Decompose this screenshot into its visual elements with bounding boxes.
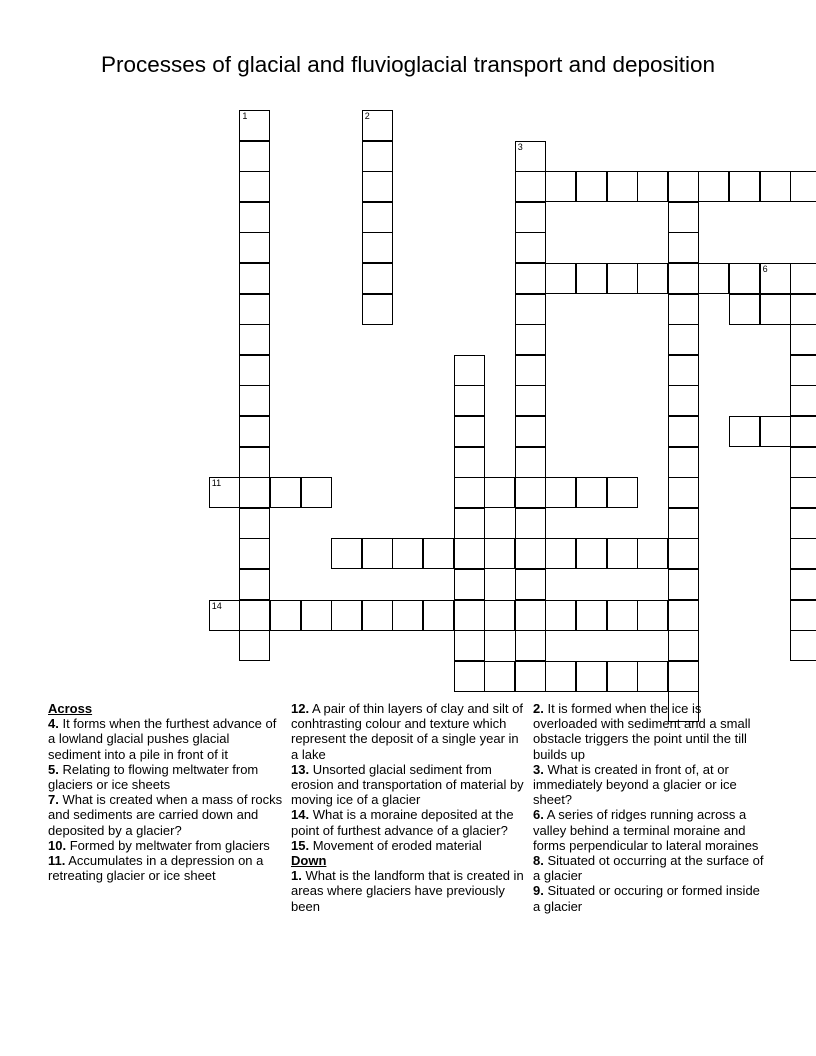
crossword-cell[interactable] — [362, 171, 393, 202]
clue-item — [533, 701, 768, 762]
crossword-cell[interactable] — [668, 630, 699, 661]
crossword-cell[interactable] — [668, 538, 699, 569]
crossword-cell[interactable] — [484, 600, 515, 631]
crossword-cell[interactable] — [668, 324, 699, 355]
crossword-cell[interactable] — [423, 538, 454, 569]
clue-item — [48, 838, 283, 853]
crossword-cell[interactable] — [668, 355, 699, 386]
clue-item-text: Unsorted glacial sediment from erosion and transportation of material by moving ice of a glacier — [291, 761, 524, 808]
clues-column-3 — [533, 701, 768, 914]
crossword-cell[interactable] — [668, 447, 699, 478]
crossword-cell[interactable] — [454, 385, 485, 416]
clue-item — [533, 807, 768, 853]
crossword-cell[interactable] — [668, 569, 699, 600]
crossword-cell[interactable] — [790, 324, 816, 355]
crossword-cell[interactable] — [515, 538, 546, 569]
crossword-cell[interactable] — [515, 232, 546, 263]
clue-number-2: 2 — [364, 111, 370, 121]
crossword-cell[interactable] — [790, 630, 816, 661]
crossword-cell[interactable] — [729, 416, 760, 447]
crossword-cell[interactable] — [729, 294, 760, 325]
crossword-cell[interactable] — [545, 538, 576, 569]
clue-item-text: It forms when the furthest advance of a lowland glacial pushes glacial sediment into a pile in front of it — [48, 716, 277, 762]
clue-item — [533, 883, 768, 913]
clue-number-14: 14 — [211, 600, 222, 611]
crossword-cell[interactable] — [576, 263, 607, 294]
crossword-cell[interactable] — [515, 263, 546, 294]
crossword-cell[interactable] — [239, 416, 270, 447]
crossword-cell[interactable] — [668, 202, 699, 233]
crossword-cell[interactable] — [209, 477, 240, 508]
clue-item-text: Movement of eroded material — [309, 837, 482, 853]
crossword-cell[interactable] — [239, 232, 270, 263]
clue-item — [533, 762, 768, 808]
crossword-cell[interactable] — [454, 355, 485, 386]
crossword-cell[interactable] — [362, 232, 393, 263]
crossword-cell[interactable] — [607, 600, 638, 631]
clue-item-number: 12. — [291, 701, 310, 716]
page-title: Processes of glacial and fluvioglacial transport and deposition — [100, 52, 716, 77]
crossword-cell[interactable] — [239, 171, 270, 202]
crossword-cell[interactable] — [239, 538, 270, 569]
clue-item-number: 14. — [291, 807, 310, 823]
crossword-cell[interactable] — [545, 171, 576, 202]
clue-item-number: 4. — [48, 716, 59, 732]
crossword-cell[interactable] — [760, 294, 791, 325]
crossword-cell[interactable] — [576, 661, 607, 692]
crossword-cell[interactable] — [790, 569, 816, 600]
across-clue-list — [48, 716, 283, 883]
crossword-cell[interactable] — [515, 141, 546, 172]
clues-column-1 — [48, 701, 283, 883]
clue-item-number: 9. — [533, 883, 544, 899]
clues-column-2 — [291, 701, 526, 914]
clue-item-number: 7. — [48, 792, 59, 808]
clue-item — [291, 807, 526, 837]
clue-item-text: What is the landform that is created in areas where glaciers have previously been — [291, 868, 524, 914]
across-heading: Across — [48, 701, 93, 716]
crossword-cell[interactable] — [301, 477, 332, 508]
crossword-cell[interactable] — [790, 447, 816, 478]
clue-item-text: Formed by meltwater from glaciers — [66, 837, 270, 853]
crossword-cell[interactable] — [362, 600, 393, 631]
crossword-cell[interactable] — [515, 324, 546, 355]
crossword-cell[interactable] — [607, 263, 638, 294]
crossword-cell[interactable] — [362, 110, 393, 141]
crossword-cell[interactable] — [668, 385, 699, 416]
across-clue-list-continued — [291, 701, 526, 853]
clue-item-number: 13. — [291, 761, 310, 777]
crossword-cell[interactable] — [270, 600, 301, 631]
crossword-cell[interactable] — [484, 477, 515, 508]
crossword-cell[interactable] — [454, 477, 485, 508]
crossword-cell[interactable] — [239, 477, 270, 508]
crossword-cell[interactable] — [515, 355, 546, 386]
crossword-cell[interactable] — [668, 477, 699, 508]
crossword-cell[interactable] — [239, 508, 270, 539]
clue-item-text: A pair of thin layers of clay and silt of conhtrasting colour and texture which represent the deposit of a single year in a lake — [291, 701, 523, 762]
clue-item-text: Situated ot occurring at the surface of a glacier — [533, 853, 764, 884]
crossword-cell[interactable] — [423, 600, 454, 631]
crossword-cell[interactable] — [454, 538, 485, 569]
clue-item-text: It is formed when the ice is overloaded with sediment and a small obstacle triggers the point until the till builds up — [533, 701, 751, 762]
crossword-cell[interactable] — [545, 477, 576, 508]
crossword-cell[interactable] — [637, 171, 668, 202]
clue-item — [48, 792, 283, 838]
crossword-cell[interactable] — [515, 171, 546, 202]
crossword-cell[interactable] — [515, 661, 546, 692]
down-clue-list-continued — [533, 701, 768, 914]
clue-item-number: 11. — [48, 853, 66, 869]
crossword-cell[interactable] — [454, 661, 485, 692]
crossword-cell[interactable] — [790, 263, 816, 294]
crossword-cell[interactable] — [607, 477, 638, 508]
crossword-cell[interactable] — [239, 141, 270, 172]
crossword-cell[interactable] — [515, 416, 546, 447]
crossword-cell[interactable] — [790, 416, 816, 447]
clue-item — [533, 853, 768, 883]
crossword-cell[interactable] — [454, 630, 485, 661]
crossword-cell[interactable] — [576, 600, 607, 631]
crossword-cell[interactable] — [454, 600, 485, 631]
crossword-cell[interactable] — [668, 294, 699, 325]
crossword-cell[interactable] — [668, 263, 699, 294]
clue-item — [48, 762, 283, 792]
clue-item — [48, 716, 283, 762]
crossword-cell[interactable] — [576, 477, 607, 508]
crossword-cell[interactable] — [515, 477, 546, 508]
crossword-cell[interactable] — [790, 600, 816, 631]
clue-item — [291, 762, 526, 808]
crossword-cell[interactable] — [362, 202, 393, 233]
clue-item-number: 1. — [291, 868, 302, 884]
clue-item-number: 3. — [533, 761, 544, 777]
crossword-cell[interactable] — [301, 600, 332, 631]
crossword-cell[interactable] — [790, 508, 816, 539]
crossword-cell[interactable] — [239, 355, 270, 386]
clue-number-11: 11 — [211, 478, 222, 489]
crossword-cell[interactable] — [484, 661, 515, 692]
crossword-cell[interactable] — [239, 110, 270, 141]
clue-item-number: 8. — [533, 853, 544, 869]
crossword-cell[interactable] — [668, 416, 699, 447]
clue-number-6: 6 — [762, 264, 768, 274]
crossword-cell[interactable] — [515, 508, 546, 539]
clue-item-text: What is a moraine deposited at the point of furthest advance of a glacier? — [291, 807, 514, 838]
crossword-cell[interactable] — [760, 416, 791, 447]
clue-item-number: 5. — [48, 761, 59, 777]
crossword-cell[interactable] — [668, 600, 699, 631]
crossword-cell[interactable] — [698, 263, 729, 294]
clue-number-3: 3 — [517, 141, 523, 152]
crossword-cell[interactable] — [331, 538, 362, 569]
clue-item-text: Accumulates in a depression on a retreating glacier or ice sheet — [48, 853, 264, 884]
clue-item-number: 15. — [291, 837, 310, 853]
crossword-cell[interactable] — [239, 600, 270, 631]
clue-item — [291, 838, 526, 853]
crossword-cell[interactable] — [515, 294, 546, 325]
crossword-cell[interactable] — [239, 202, 270, 233]
crossword-cell[interactable] — [515, 447, 546, 478]
crossword-cell[interactable] — [668, 508, 699, 539]
crossword-cell[interactable] — [484, 538, 515, 569]
crossword-cell[interactable] — [454, 447, 485, 478]
crossword-cell[interactable] — [454, 569, 485, 600]
crossword-cell[interactable] — [607, 171, 638, 202]
crossword-cell[interactable] — [576, 538, 607, 569]
crossword-cell[interactable] — [668, 232, 699, 263]
crossword-cell[interactable] — [790, 171, 816, 202]
crossword-cell[interactable] — [454, 416, 485, 447]
clue-number-1: 1 — [242, 111, 248, 121]
crossword-cell[interactable] — [668, 171, 699, 202]
crossword-cell[interactable] — [637, 538, 668, 569]
clue-item-text: What is created when a mass of rocks and sediments are carried down and deposited by a glacier? — [48, 792, 283, 838]
down-clue-list — [291, 868, 526, 914]
crossword-cell[interactable] — [790, 538, 816, 569]
crossword-cell[interactable] — [637, 263, 668, 294]
crossword-cell[interactable] — [545, 263, 576, 294]
crossword-cell[interactable] — [270, 477, 301, 508]
clue-item-text: Situated or occuring or formed inside a glacier — [533, 883, 760, 914]
crossword-cell[interactable] — [729, 263, 760, 294]
clue-item-number: 6. — [533, 807, 544, 823]
crossword-cell[interactable] — [392, 538, 423, 569]
crossword-cell[interactable] — [545, 600, 576, 631]
clue-item-text: A series of ridges running across a valley behind a terminal moraine and forms perpendicular to lateral moraines — [533, 807, 759, 853]
clue-item — [291, 868, 526, 914]
crossword-cell[interactable] — [668, 661, 699, 692]
clue-item — [291, 701, 526, 762]
crossword-cell[interactable] — [607, 538, 638, 569]
clue-item-text: Relating to flowing meltwater from glaciers or ice sheets — [48, 761, 259, 793]
crossword-cell[interactable] — [637, 661, 668, 692]
crossword-cell[interactable] — [637, 600, 668, 631]
crossword-cell[interactable] — [515, 569, 546, 600]
clue-item-number: 2. — [533, 701, 544, 716]
crossword-cell[interactable] — [515, 630, 546, 661]
crossword-cell[interactable] — [454, 508, 485, 539]
crossword-cell[interactable] — [729, 171, 760, 202]
crossword-cell[interactable] — [209, 600, 240, 631]
crossword-cell[interactable] — [392, 600, 423, 631]
crossword-cell[interactable] — [362, 294, 393, 325]
crossword-cell[interactable] — [790, 477, 816, 508]
crossword-cell[interactable] — [239, 630, 270, 661]
crossword-cell[interactable] — [239, 324, 270, 355]
crossword-cell[interactable] — [607, 661, 638, 692]
crossword-cell[interactable] — [545, 661, 576, 692]
crossword-cell[interactable] — [790, 294, 816, 325]
crossword-cell[interactable] — [362, 263, 393, 294]
crossword-cell[interactable] — [515, 600, 546, 631]
crossword-cell[interactable] — [239, 385, 270, 416]
crossword-cell[interactable] — [239, 294, 270, 325]
crossword-cell[interactable] — [515, 385, 546, 416]
crossword-cell[interactable] — [790, 385, 816, 416]
clue-item-text: What is created in front of, at or immediately beyond a glacier or ice sheet? — [533, 761, 737, 808]
crossword-cell[interactable] — [362, 141, 393, 172]
down-heading: Down — [291, 853, 327, 869]
crossword-cell[interactable] — [698, 171, 729, 202]
crossword-cell[interactable] — [760, 263, 791, 294]
clue-item-number: 10. — [48, 837, 67, 853]
crossword-cell[interactable] — [239, 263, 270, 294]
crossword-cell[interactable] — [576, 171, 607, 202]
crossword-cell[interactable] — [362, 538, 393, 569]
crossword-cell[interactable] — [760, 171, 791, 202]
crossword-cell[interactable] — [239, 447, 270, 478]
crossword-cell[interactable] — [331, 600, 362, 631]
crossword-cell[interactable] — [239, 569, 270, 600]
crossword-cell[interactable] — [515, 202, 546, 233]
clue-item — [48, 853, 283, 883]
crossword-cell[interactable] — [790, 355, 816, 386]
